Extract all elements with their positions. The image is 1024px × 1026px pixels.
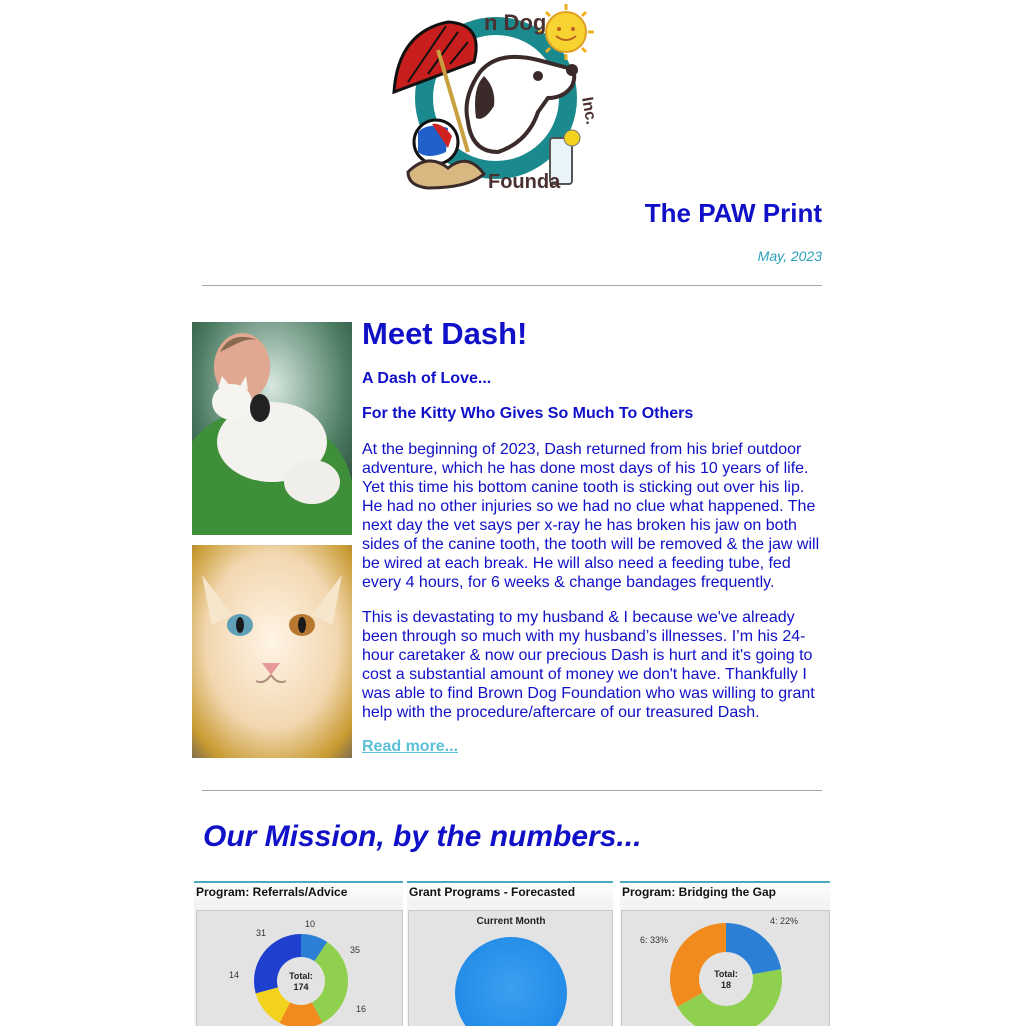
chart-title: Program: Referrals/Advice [194, 883, 403, 905]
pie-center-label: Total: [714, 969, 738, 979]
pie-data-label: 14 [228, 970, 240, 980]
photo-dash-closeup [192, 545, 352, 758]
pie-data-label: 31 [255, 928, 267, 938]
chart-plot-area [196, 910, 403, 1026]
pie-slice [670, 923, 726, 1007]
newsletter-title: The PAW Print [644, 198, 822, 228]
article-meet-dash [362, 316, 822, 756]
pie-data-label: 6: 33% [639, 935, 669, 945]
referrals-pie-chart [197, 911, 402, 1026]
article-paragraph-2: This is devastating to my husband & I because we've already been through so much with my husband’s illnesses. I’m his 24-hour caretaker & now our precious Dash is hurt and it's going to cost a substantial amount of money we don't have. Thankfully I was able to find Brown Dog Foundation who was willing to grant help with the procedure/aftercare of our treasured Dash. [362, 609, 815, 721]
chart-card-grant-programs [407, 881, 613, 1026]
article-subheading-1: A Dash of Love... [362, 370, 492, 387]
read-more-link[interactable]: Read more... [362, 738, 459, 755]
chart-card-referrals [194, 881, 403, 1026]
chart-title: Grant Programs - Forecasted [407, 883, 613, 905]
chart-card-bridging-gap [620, 881, 830, 1026]
article-paragraph-1: At the beginning of 2023, Dash returned from his brief outdoor adventure, which he has done most days of his 10 years of life. Yet this time his bottom canine tooth is sticking out over his lip. He had no other injuries so we had no clue what happened. The next day the vet says per x-ray he has broken his jaw on both sides of the canine tooth, the tooth will be removed & the jaw will be wired at each break. He will also need a feeding tube, fed every 4 hours, for 6 weeks & change bandages frequently. [362, 441, 820, 591]
newsletter-date: May, 2023 [757, 248, 822, 264]
grant-programs-pie-chart [409, 911, 612, 1026]
chart-title: Program: Bridging the Gap [620, 883, 830, 905]
chart-subtitle: Current Month [476, 916, 546, 927]
pie-data-label: 4: 22% [769, 916, 799, 926]
divider [202, 790, 822, 791]
article-heading: Meet Dash! [362, 316, 528, 351]
pie-slice [455, 937, 567, 1026]
svg-text:n Dog: n Dog [484, 10, 547, 35]
svg-text:Founda: Founda [488, 171, 561, 192]
article-subheading-2: For the Kitty Who Gives So Much To Others [362, 405, 694, 422]
chart-plot-area [621, 910, 830, 1026]
pie-data-label: 16 [355, 1004, 367, 1014]
mission-heading: Our Mission, by the numbers... [203, 820, 642, 853]
bridging-gap-pie-chart [622, 911, 829, 1026]
divider [202, 285, 822, 286]
chart-plot-area [408, 910, 613, 1026]
svg-text:Inc.: Inc. [578, 95, 600, 126]
pie-center-label: Total: [289, 971, 313, 981]
pie-data-label: 10 [304, 919, 316, 929]
pie-center-value: 174 [293, 982, 309, 992]
pie-data-label: 35 [349, 945, 361, 955]
brown-dog-foundation-logo [388, 2, 600, 192]
pie-center-value: 18 [720, 980, 732, 990]
photo-dash-with-owner [192, 322, 352, 535]
pie-slice [726, 923, 781, 974]
